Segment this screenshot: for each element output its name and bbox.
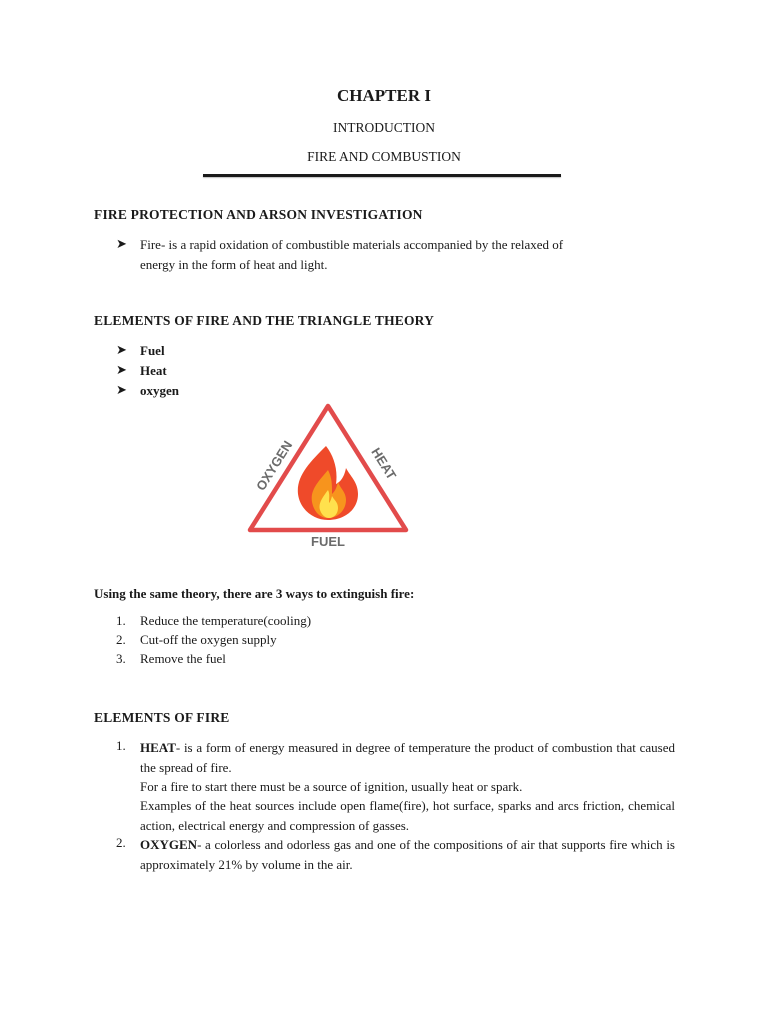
extinguish-item-oxygen: Cut-off the oxygen supply xyxy=(140,632,277,647)
list-number: 1. xyxy=(116,738,126,753)
fire-triangle-diagram xyxy=(240,396,416,554)
heat-term: HEAT xyxy=(140,740,176,755)
oxygen-term: OXYGEN xyxy=(140,837,198,852)
fuel-label: FUEL xyxy=(311,534,345,549)
fire-definition-line-2: energy in the form of heat and light. xyxy=(140,257,328,272)
extinguish-item-cooling: Reduce the temperature(cooling) xyxy=(140,613,312,628)
extinguish-item-fuel: Remove the fuel xyxy=(140,651,226,666)
list-number: 3. xyxy=(116,651,126,666)
elements-of-fire-heading: ELEMENTS OF FIRE xyxy=(94,710,230,725)
list-number: 1. xyxy=(116,613,126,628)
triangle-theory-heading: ELEMENTS OF FIRE AND THE TRIANGLE THEORY xyxy=(94,313,435,328)
list-number: 2. xyxy=(116,835,126,850)
oxygen-definition-text: - a colorless and odorless gas and one of the compositions of air that supports fire which is approximately 21% by volume in the air. xyxy=(140,837,675,872)
fire-definition-line-1: Fire- is a rapid oxidation of combustible materials accompanied by the relaxed of xyxy=(140,237,564,252)
element-item-heat: Heat xyxy=(140,363,167,378)
extinguish-intro: Using the same theory, there are 3 ways to extinguish fire: xyxy=(94,586,415,601)
introduction-heading: INTRODUCTION xyxy=(333,120,435,135)
element-item-oxygen: oxygen xyxy=(140,383,179,398)
arrow-bullet-icon: ➤ xyxy=(116,362,127,377)
heat-sources-examples: Examples of the heat sources include open flame(fire), hot surface, sparks and arcs friction, chemical action, electrical energy and compression of gasses. xyxy=(140,798,675,833)
title-divider xyxy=(203,174,561,177)
heat-label: HEAT xyxy=(368,445,400,483)
heat-ignition-note: For a fire to start there must be a source of ignition, usually heat or spark. xyxy=(140,779,523,794)
arrow-bullet-icon: ➤ xyxy=(116,342,127,357)
fire-and-combustion-heading: FIRE AND COMBUSTION xyxy=(307,149,461,164)
oxygen-definition xyxy=(140,835,675,874)
heat-definition xyxy=(140,738,675,777)
list-number: 2. xyxy=(116,632,126,647)
flame-icon xyxy=(298,446,358,520)
fire-protection-heading: FIRE PROTECTION AND ARSON INVESTIGATION xyxy=(94,207,423,222)
arrow-bullet-icon: ➤ xyxy=(116,236,127,251)
oxygen-label: OXYGEN xyxy=(253,438,296,494)
element-item-fuel: Fuel xyxy=(140,343,165,358)
chapter-title: CHAPTER I xyxy=(337,86,431,105)
arrow-bullet-icon: ➤ xyxy=(116,382,127,397)
heat-definition-text: - is a form of energy measured in degree of temperature the product of combustion that caused the spread of fire. xyxy=(140,740,675,775)
